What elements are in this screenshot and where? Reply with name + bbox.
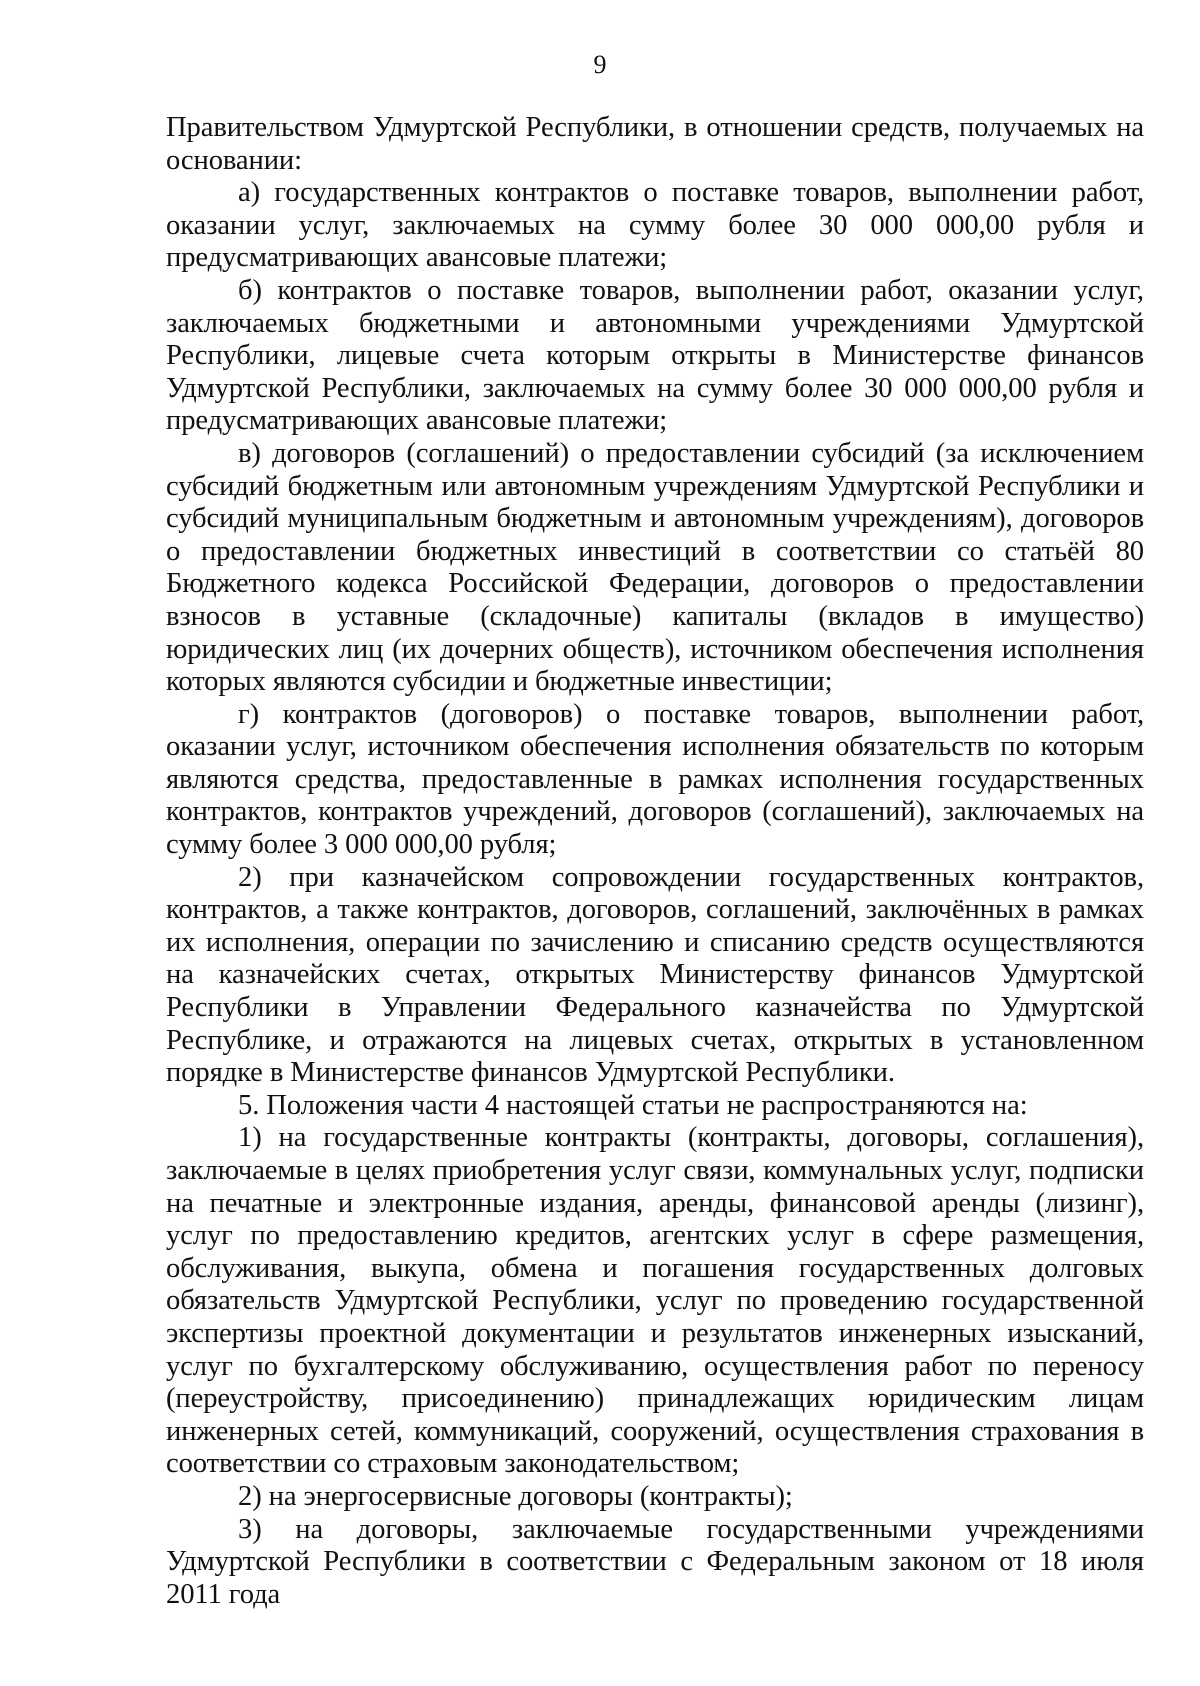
paragraph-item-a: а) государственных контрактов о поставке товаров, выполнении работ, оказании услуг, заключаемых на сумму более 30 000 000,00 рубля и предусматривающих авансовые платежи; — [166, 177, 1144, 274]
paragraph-part-5: 5. Положения части 4 настоящей статьи не распространяются на: — [238, 1089, 1028, 1121]
paragraph-item-g: г) контрактов (договоров) о поставке товаров, выполнении работ, оказании услуг, источником обеспечения исполнения обязательств по которым являются средства, предоставленные в рамках исполнения государственных контрактов, контрактов учреждений, договоров (соглашений), заключаемых на сумму более 3 000 000,00 рубля; — [166, 698, 1144, 861]
page-number: 9 — [593, 50, 607, 79]
paragraph-part-5-item-1: 1) на государственные контракты (контракты, договоры, соглашения), заключаемые в целях приобретения услуг связи, коммунальных услуг, подписки на печатные и электронные издания, аренды, финансовой аренды (лизинг), услуг по предоставлению кредитов, агентских услуг в сфере размещения, обслуживания, выкупа, обмена и погашения государственных долговых обязательств Удмуртской Республики, услуг по проведению государственной экспертизы проектной документации и результатов инженерных изысканий, услуг по бухгалтерскому обслуживанию, осуществления работ по переносу (переустройству, присоединению) принадлежащих юридическим лицам инженерных сетей, коммуникаций, сооружений, осуществления страхования в соответствии со страховым законодательством; — [166, 1122, 1144, 1480]
paragraph-part-5-item-2: 2) на энергосервисные договоры (контракты); — [238, 1480, 793, 1512]
document-body — [166, 112, 1144, 1611]
paragraph-item-b: б) контрактов о поставке товаров, выполнении работ, оказании услуг, заключаемых бюджетными и автономными учреждениями Удмуртской Республики, лицевые счета которым открыты в Министерстве финансов Удмуртской Республики, заключаемых на сумму более 30 000 000,00 рубля и предусматривающих авансовые платежи; — [166, 274, 1144, 437]
paragraph-item-2: 2) при казначейском сопровождении государственных контрактов, контрактов, а также контрактов, договоров, соглашений, заключённых в рамках их исполнения, операции по зачислению и списанию средств осуществляются на казначейских счетах, открытых Министерству финансов Удмуртской Республики в Управлении Федерального казначейства по Удмуртской Республике, и отражаются на лицевых счетах, открытых в установленном порядке в Министерстве финансов Удмуртской Республики. — [166, 861, 1144, 1089]
paragraph-continuation: Правительством Удмуртской Республики, в отношении средств, получаемых на основании: — [166, 112, 1144, 176]
paragraph-item-v: в) договоров (соглашений) о предоставлении субсидий (за исключением субсидий бюджетным или автономным учреждениям Удмуртской Республики и субсидий муниципальным бюджетным и автономным учреждениям), договоров о предоставлении бюджетных инвестиций в соответствии со статьёй 80 Бюджетного кодекса Российской Федерации, договоров о предоставлении взносов в уставные (складочные) капиталы (вкладов в имущество) юридических лиц (их дочерних обществ), источником обеспечения исполнения которых являются субсидии и бюджетные инвестиции; — [166, 437, 1144, 698]
paragraph-part-5-item-3: 3) на договоры, заключаемые государственными учреждениями Удмуртской Республики в соответствии с Федеральным законом от 18 июля 2011 года — [166, 1513, 1144, 1610]
